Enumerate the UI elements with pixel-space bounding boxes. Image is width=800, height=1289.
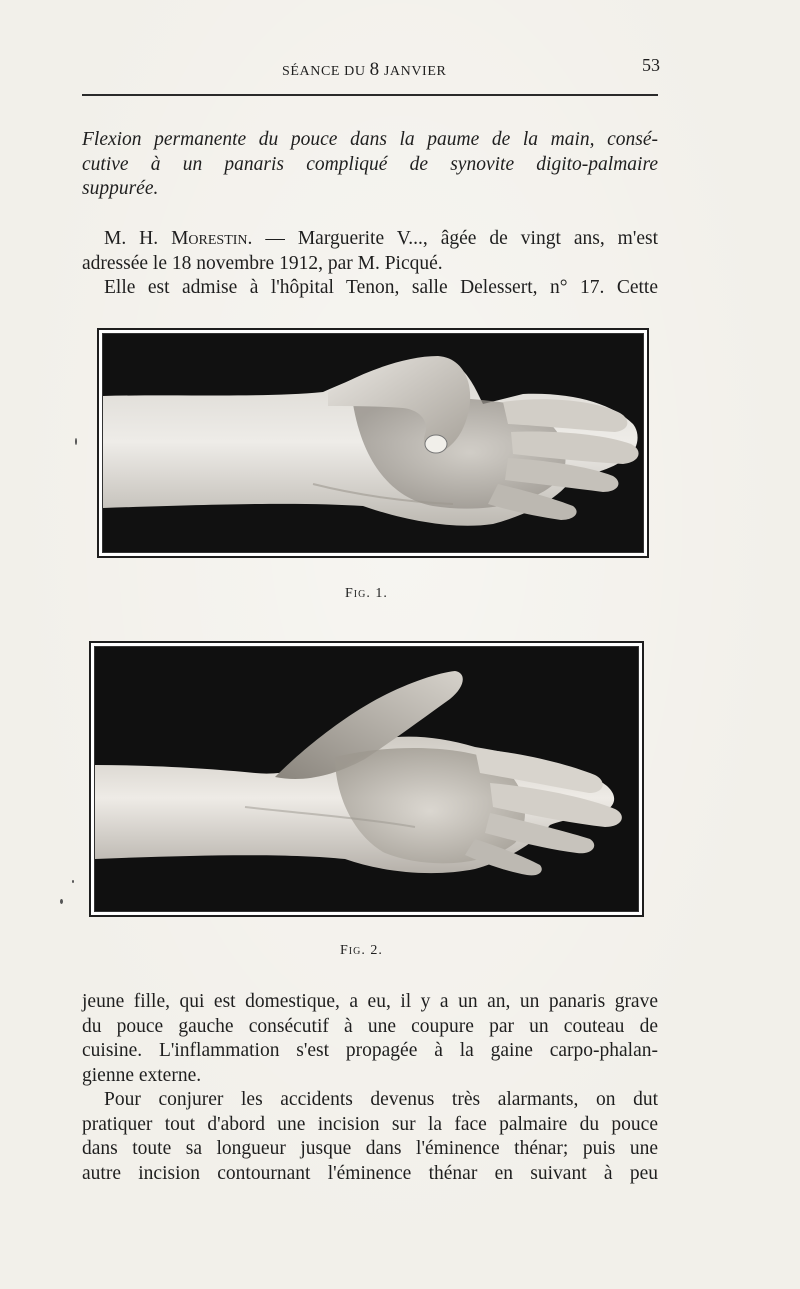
print-speck (75, 438, 77, 445)
running-title: SÉANCE DU 8 JANVIER (282, 59, 447, 80)
paragraph-line: adressée le 18 novembre 1912, par M. Picqué. (82, 252, 443, 274)
figure-2-caption: Fig. 2. (340, 943, 383, 958)
figure-2-image (95, 647, 638, 911)
paragraph-line: dans toute sa longueur jusque dans l'éminence thénar; puis une (82, 1138, 658, 1159)
opening-paragraph (82, 227, 658, 301)
figure-1-image (103, 334, 643, 552)
paragraph-line: Elle est admise à l'hôpital Tenon, salle Delessert, n° 17. Cette (104, 277, 658, 298)
author-name: M. H. Morestin. (104, 228, 253, 249)
section-title (82, 128, 658, 202)
title-line: Flexion permanente du pouce dans la paume de la main, consé- (82, 129, 658, 150)
paragraph-line: jeune fille, qui est domestique, a eu, il y a un an, un panaris grave (82, 991, 658, 1012)
paragraph-line: du pouce gauche consécutif à une coupure par un couteau de (82, 1015, 658, 1037)
paragraph-line: pratiquer tout d'abord une incision sur la face palmaire du pouce (82, 1113, 658, 1135)
paragraph-line: gienne externe. (82, 1064, 202, 1086)
title-line: cutive à un panaris compliqué de synovite digito-palmaire (82, 153, 658, 175)
running-header (82, 55, 660, 79)
print-speck (60, 899, 63, 904)
figure-1-photo (97, 328, 649, 558)
title-line: suppurée. (82, 178, 159, 199)
figure-1-caption: Fig. 1. (345, 586, 388, 601)
body-text (82, 990, 658, 1186)
figure-2-photo (89, 641, 644, 917)
header-rule (82, 94, 658, 96)
paragraph-line: autre incision contournant l'éminence thénar en suivant à peu (82, 1162, 658, 1184)
paragraph-line: Pour conjurer les accidents devenus très alarmants, on dut (104, 1089, 658, 1110)
print-speck (72, 880, 74, 883)
paragraph-line: cuisine. L'inflammation s'est propagée à la gaine carpo-phalan- (82, 1040, 658, 1061)
paragraph-line: M. H. Morestin. — Marguerite V..., âgée de vingt ans, m'est (104, 228, 658, 249)
page-number: 53 (642, 55, 660, 75)
